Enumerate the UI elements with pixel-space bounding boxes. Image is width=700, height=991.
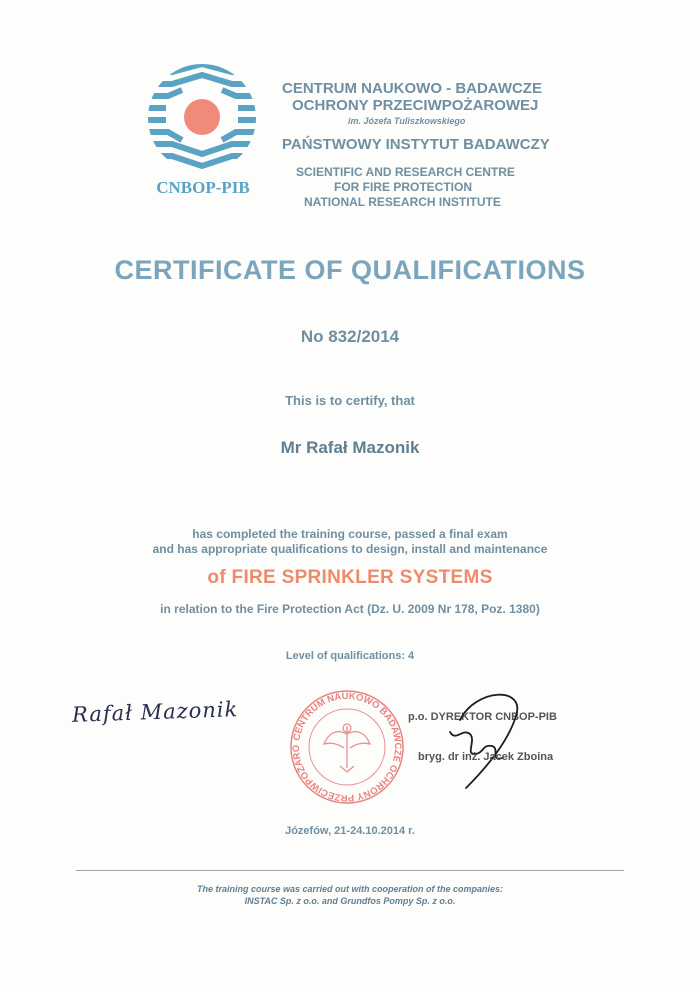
director-signature-scribble-icon [420, 688, 540, 808]
legal-basis: in relation to the Fire Protection Act (Dz. U. 2009 Nr 178, Poz. 1380) [160, 602, 540, 616]
org-name-pl-2: OCHRONY PRZECIWPOŻAROWEJ [292, 97, 539, 114]
logo-emblem-icon [138, 62, 266, 174]
org-name-en-3: NATIONAL RESEARCH INSTITUTE [304, 195, 501, 209]
body-line-1: has completed the training course, passed a final exam [192, 527, 508, 541]
svg-text:CENTRUM NAUKOWO BADAWCZE OCHRO [288, 688, 403, 803]
director-title: p.o. DYREKTOR CNBOP-PIB [408, 711, 557, 723]
eagle-stamp-icon [288, 688, 406, 806]
official-stamp [288, 688, 406, 811]
footer-line-1: The training course was carried out with cooperation of the companies: [196, 884, 504, 894]
footer-line-2: INSTAC Sp. z o.o. and Grundfos Pompy Sp. z o.o. [244, 896, 456, 906]
cnbop-logo [138, 62, 266, 174]
director-name: bryg. dr inż. Jacek Zboina [418, 751, 554, 763]
holder-signature: Rafał Mazonik [71, 697, 239, 727]
certificate-number: No 832/2014 [300, 327, 400, 346]
org-name-en-2: FOR FIRE PROTECTION [334, 180, 472, 194]
certificate-title: CERTIFICATE OF QUALIFICATIONS [114, 255, 586, 285]
qualification-subject: of FIRE SPRINKLER SYSTEMS [207, 567, 493, 588]
stamp-text: CENTRUM NAUKOWO BADAWCZE OCHRONY PRZECIWPOŻARO [290, 690, 404, 804]
org-institute-pl: PAŃSTWOWY INSTYTUT BADAWCZY [282, 136, 550, 153]
body-line-2: and has appropriate qualifications to design, install and maintenance [152, 542, 548, 556]
qualification-level: Level of qualifications: 4 [285, 650, 415, 662]
recipient-name: Mr Rafał Mazonik [280, 438, 420, 457]
place-date: Józefów, 21-24.10.2014 r. [285, 825, 415, 837]
footer-divider [76, 870, 624, 871]
logo-sun-icon [184, 99, 220, 135]
org-name-pl-1: CENTRUM NAUKOWO - BADAWCZE [282, 80, 542, 97]
org-name-en-1: SCIENTIFIC AND RESEARCH CENTRE [296, 165, 515, 179]
org-patron: im. Józefa Tuliszkowskiego [348, 116, 466, 126]
logo-text: CNBOP-PIB [156, 178, 250, 197]
certify-intro: This is to certify, that [285, 393, 415, 408]
